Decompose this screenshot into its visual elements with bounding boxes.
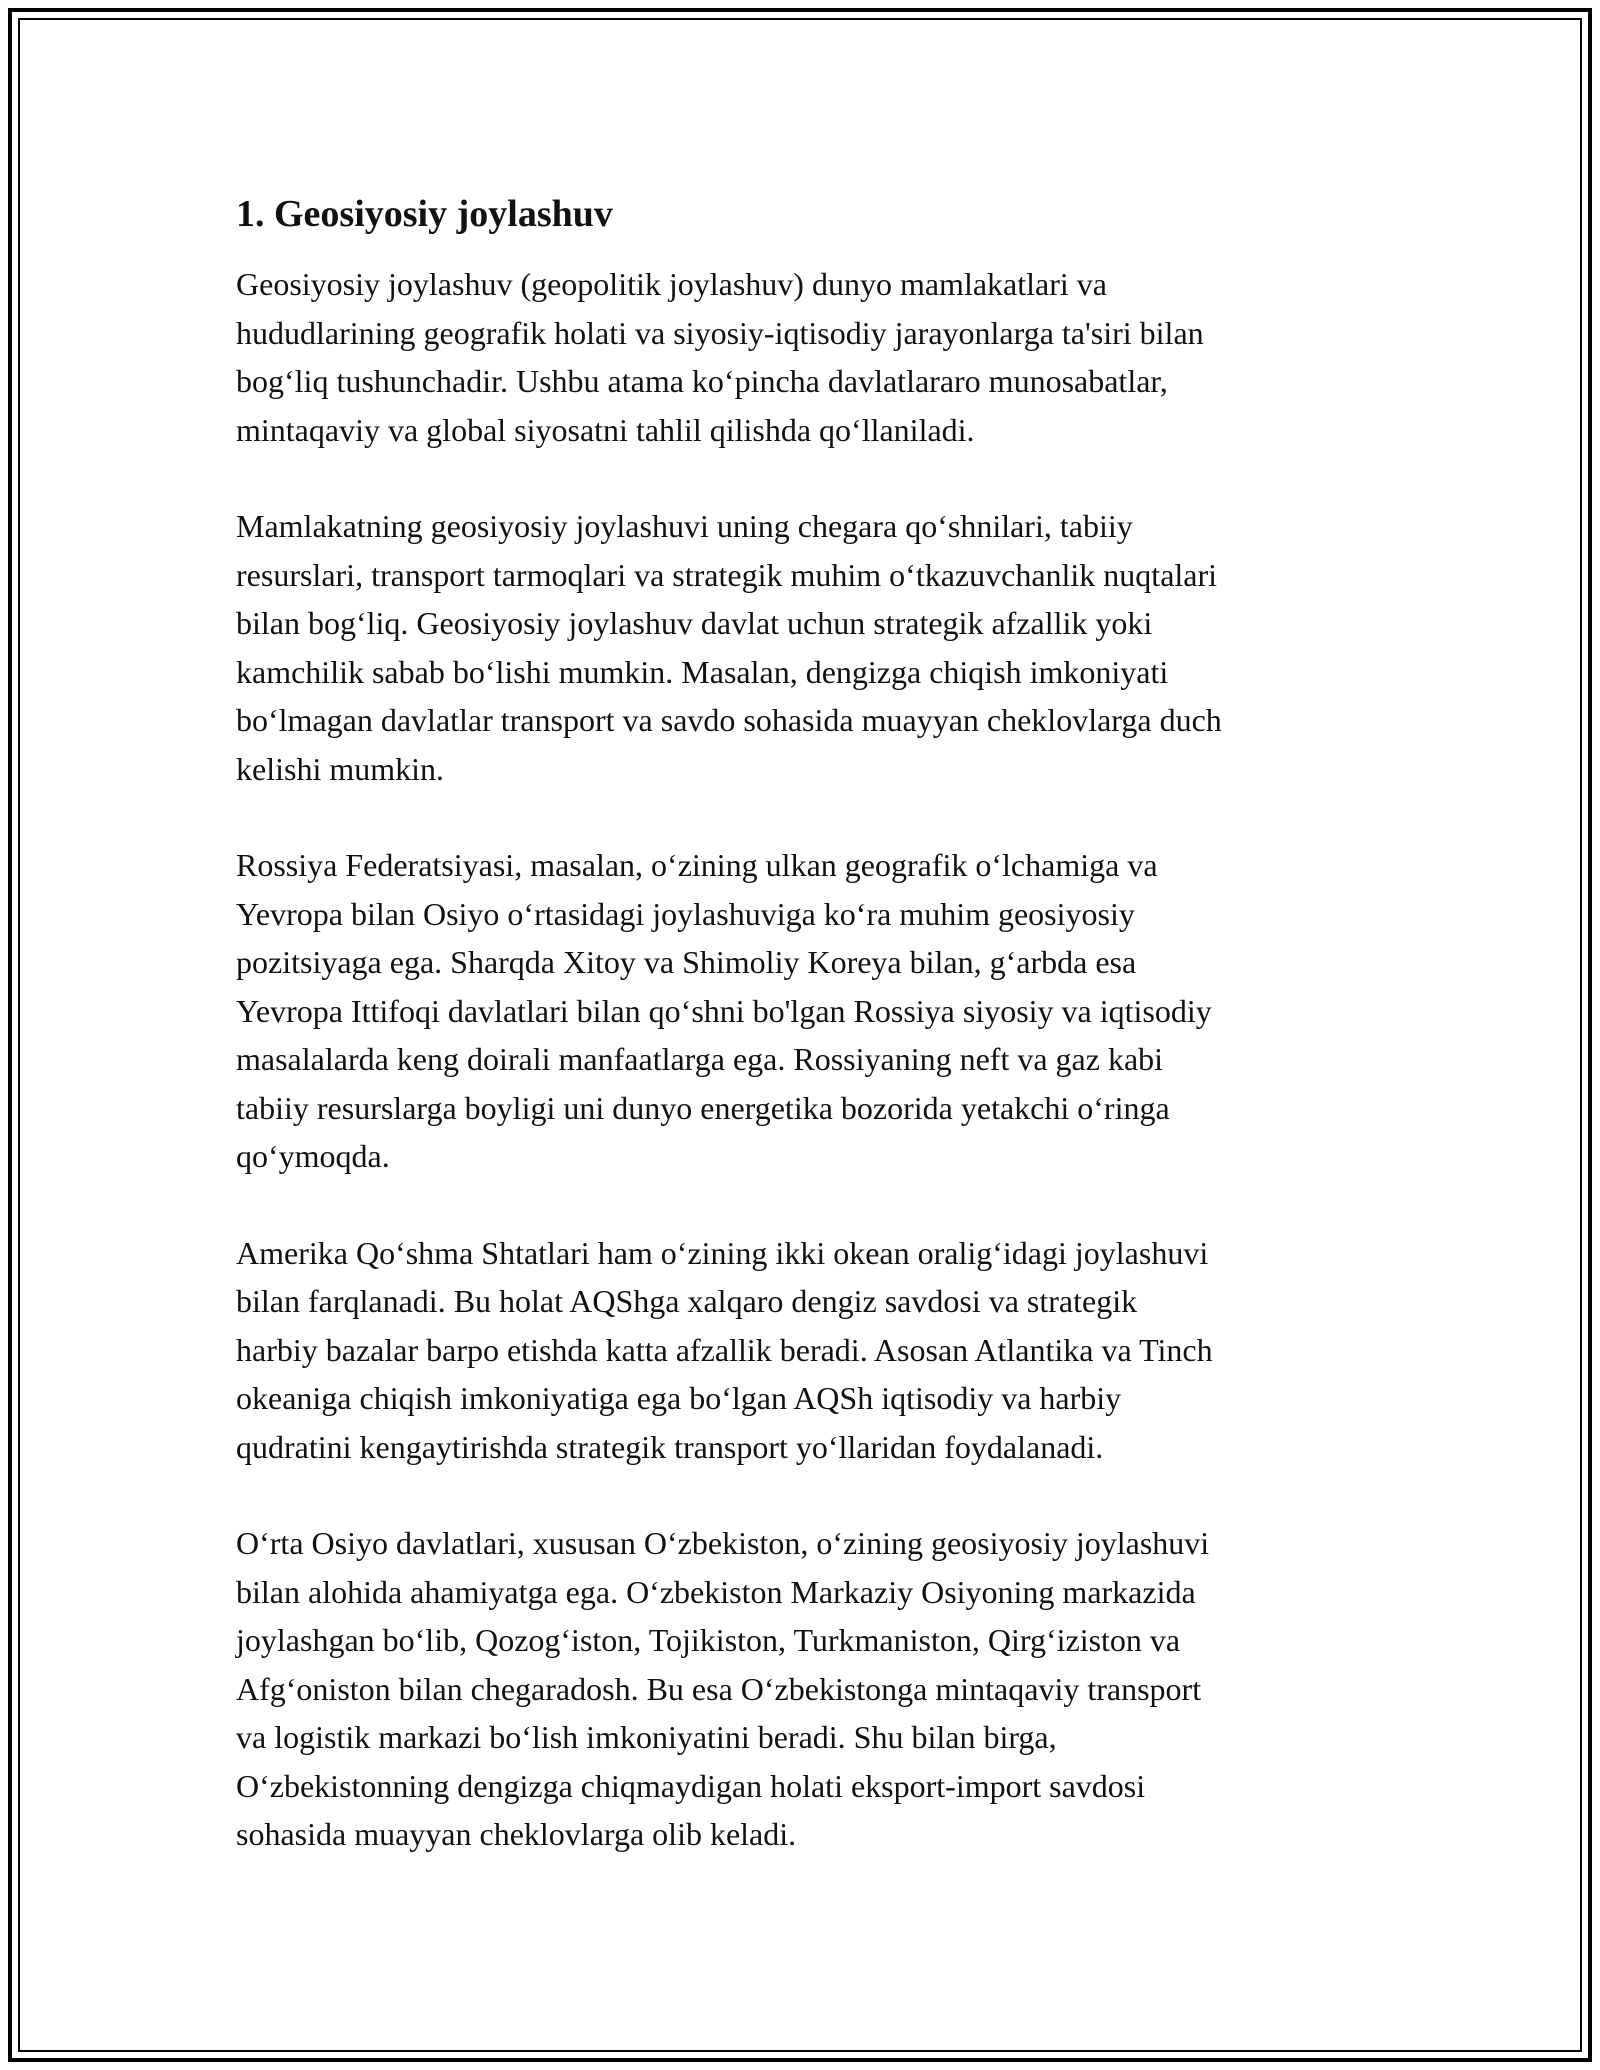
text-line: qoʻymoqda.: [236, 1138, 390, 1174]
text-line: bilan bogʻliq. Geosiyosiy joylashuv davlat uchun strategik afzallik yoki: [236, 605, 1153, 641]
text-line: qudratini kengaytirishda strategik transport yoʻllaridan foydalanadi.: [236, 1428, 1104, 1465]
text-line: masalalarda keng doirali manfaatlarga ega. Rossiyaning neft va gaz kabi: [236, 1041, 1164, 1077]
text-line: Afgʻoniston bilan chegaradosh. Bu esa Oʻzbekistonga mintaqaviy transport: [236, 1670, 1202, 1707]
text-line: harbiy bazalar barpo etishda katta afzallik beradi. Asosan Atlantika va Tinch: [236, 1331, 1213, 1368]
text-line: Yevropa bilan Osiyo oʻrtasidagi joylashuviga koʻra muhim geosiyosiy: [236, 895, 1135, 932]
text-line: Mamlakatning geosiyosiy joylashuvi uning chegara qoʻshnilari, tabiiy: [236, 508, 1133, 544]
text-line: bilan farqlanadi. Bu holat AQShga xalqaro dengiz savdosi va strategik: [236, 1283, 1138, 1319]
paragraph-central-asia: [236, 1519, 1396, 1859]
text-line: kamchilik sabab boʻlishi mumkin. Masalan, dengizga chiqish imkoniyati: [236, 653, 1169, 690]
text-line: sohasida muayyan cheklovlarga olib keladi.: [236, 1816, 797, 1852]
text-line: Yevropa Ittifoqi davlatlari bilan qoʻshni bo'lgan Rossiya siyosiy va iqtisodiy: [236, 992, 1212, 1029]
text-line: Rossiya Federatsiyasi, masalan, oʻzining ulkan geografik oʻlchamiga va: [236, 847, 1158, 883]
paragraph-country-position: [236, 502, 1396, 793]
document-body: [236, 188, 1396, 1907]
text-line: kelishi mumkin.: [236, 750, 444, 787]
paragraph-russia: [236, 841, 1396, 1181]
section-heading: 1. Geosiyosiy joylashuv: [236, 193, 613, 235]
text-line: Geosiyosiy joylashuv (geopolitik joylashuv) dunyo mamlakatlari va: [236, 266, 1107, 302]
paragraph-definition: [236, 260, 1396, 454]
text-line: bilan alohida ahamiyatga ega. Oʻzbekiston Markaziy Osiyoning markazida: [236, 1573, 1196, 1610]
text-line: hududlarining geografik holati va siyosiy-iqtisodiy jarayonlarga ta'siri bilan: [236, 314, 1204, 351]
text-line: tabiiy resurslarga boyligi uni dunyo energetika bozorida yetakchi oʻringa: [236, 1089, 1170, 1126]
text-line: resurslari, transport tarmoqlari va strategik muhim oʻtkazuvchanlik nuqtalari: [236, 556, 1218, 593]
text-line: boʻlmagan davlatlar transport va savdo sohasida muayyan cheklovlarga duch: [236, 702, 1222, 738]
text-line: Amerika Qoʻshma Shtatlari ham oʻzining ikki okean oraligʻidagi joylashuvi: [236, 1234, 1209, 1271]
text-line: okeaniga chiqish imkoniyatiga ega boʻlgan AQSh iqtisodiy va harbiy: [236, 1380, 1122, 1416]
text-line: mintaqaviy va global siyosatni tahlil qilishda qoʻllaniladi.: [236, 411, 975, 448]
text-line: Oʻrta Osiyo davlatlari, xususan Oʻzbekiston, oʻzining geosiyosiy joylashuvi: [236, 1525, 1210, 1561]
text-line: pozitsiyaga ega. Sharqda Xitoy va Shimoliy Koreya bilan, gʻarbda esa: [236, 944, 1137, 980]
paragraph-usa: [236, 1229, 1396, 1472]
text-line: va logistik markazi boʻlish imkoniyatini beradi. Shu bilan birga,: [236, 1719, 1057, 1755]
text-line: joylashgan boʻlib, Qozogʻiston, Tojikiston, Turkmaniston, Qirgʻiziston va: [236, 1622, 1181, 1658]
text-line: Oʻzbekistonning dengizga chiqmaydigan holati eksport-import savdosi: [236, 1767, 1146, 1804]
text-line: bogʻliq tushunchadir. Ushbu atama koʻpincha davlatlararo munosabatlar,: [236, 363, 1168, 399]
